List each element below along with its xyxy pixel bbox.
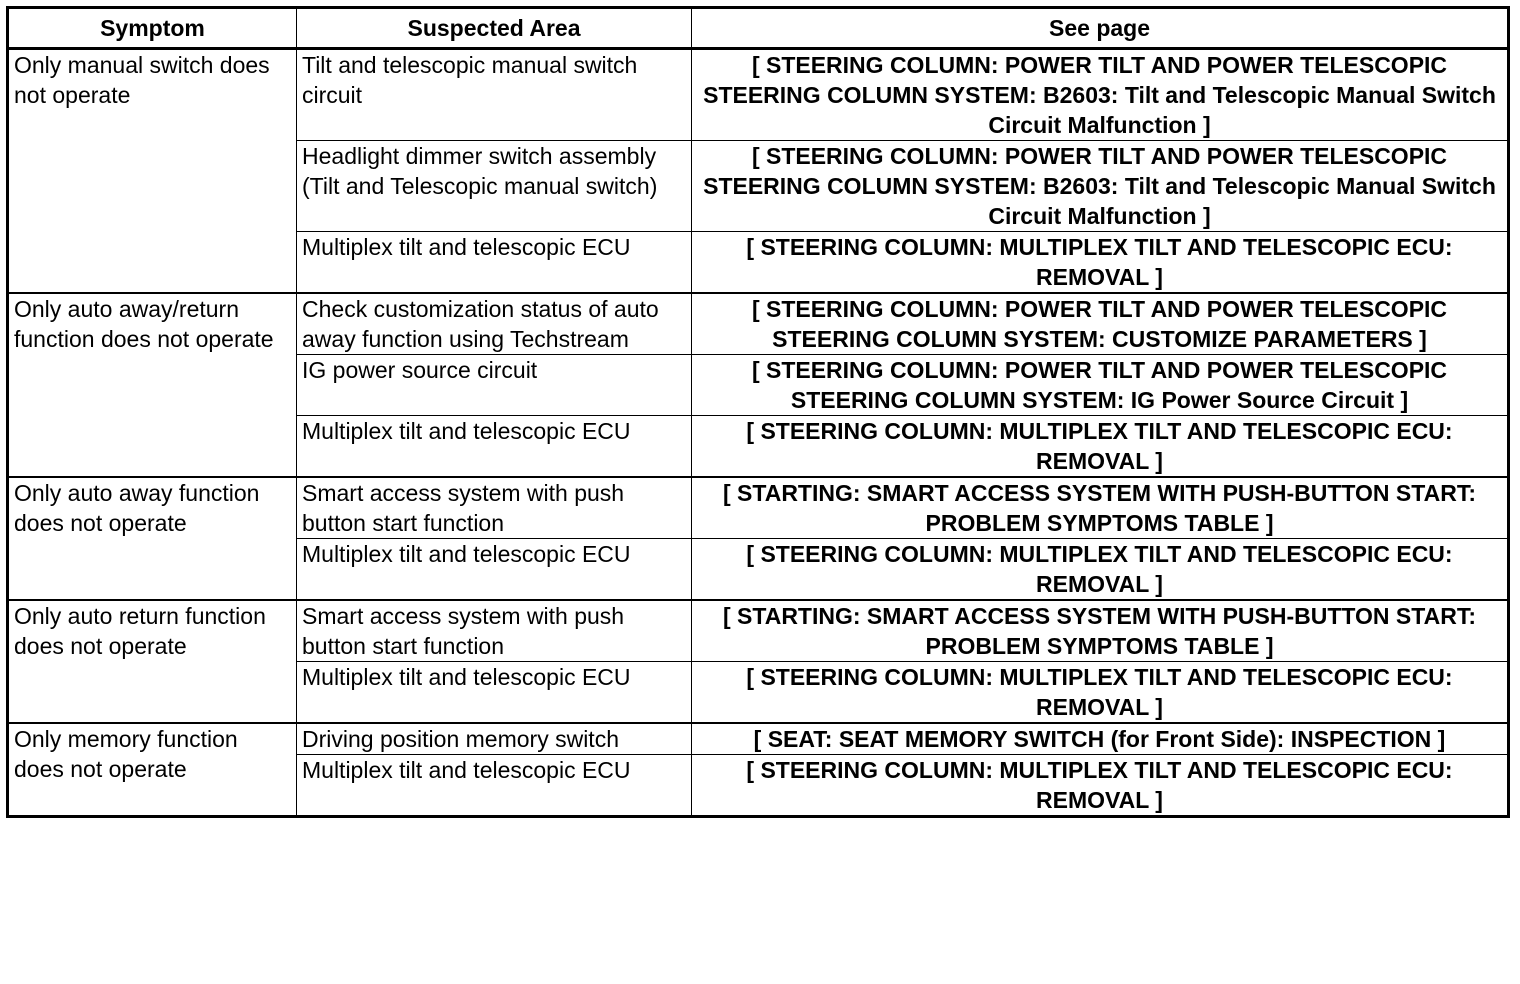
- header-symptom: Symptom: [8, 8, 297, 49]
- suspected-area-cell: Multiplex tilt and telescopic ECU: [297, 416, 692, 478]
- suspected-area-cell: Multiplex tilt and telescopic ECU: [297, 662, 692, 724]
- see-page-link[interactable]: [ STEERING COLUMN: MULTIPLEX TILT AND TELESCOPIC ECU: REMOVAL ]: [692, 755, 1509, 817]
- suspected-area-cell: Driving position memory switch: [297, 723, 692, 755]
- header-suspected-area: Suspected Area: [297, 8, 692, 49]
- problem-symptoms-table: [6, 6, 1510, 818]
- header-see-page: See page: [692, 8, 1509, 49]
- suspected-area-cell: Tilt and telescopic manual switch circuit: [297, 49, 692, 141]
- table-row: [8, 293, 1509, 355]
- suspected-area-cell: Smart access system with push button start function: [297, 477, 692, 539]
- table-row: [8, 49, 1509, 141]
- suspected-area-cell: Multiplex tilt and telescopic ECU: [297, 539, 692, 601]
- symptom-cell: Only memory function does not operate: [8, 723, 297, 817]
- see-page-link[interactable]: [ STEERING COLUMN: MULTIPLEX TILT AND TELESCOPIC ECU: REMOVAL ]: [692, 662, 1509, 724]
- table-row: [8, 723, 1509, 755]
- symptom-cell: Only auto away function does not operate: [8, 477, 297, 600]
- symptom-cell: Only auto away/return function does not operate: [8, 293, 297, 477]
- see-page-link[interactable]: [ STEERING COLUMN: MULTIPLEX TILT AND TELESCOPIC ECU: REMOVAL ]: [692, 539, 1509, 601]
- see-page-link[interactable]: [ STEERING COLUMN: POWER TILT AND POWER TELESCOPIC STEERING COLUMN SYSTEM: CUSTOMIZE PARAMETERS ]: [692, 293, 1509, 355]
- suspected-area-cell: Multiplex tilt and telescopic ECU: [297, 232, 692, 294]
- symptom-cell: Only auto return function does not operate: [8, 600, 297, 723]
- see-page-link[interactable]: [ STEERING COLUMN: POWER TILT AND POWER TELESCOPIC STEERING COLUMN SYSTEM: IG Power Source Circuit ]: [692, 355, 1509, 416]
- see-page-link[interactable]: [ STEERING COLUMN: MULTIPLEX TILT AND TELESCOPIC ECU: REMOVAL ]: [692, 232, 1509, 294]
- suspected-area-cell: IG power source circuit: [297, 355, 692, 416]
- see-page-link[interactable]: [ STEERING COLUMN: POWER TILT AND POWER TELESCOPIC STEERING COLUMN SYSTEM: B2603: Tilt and Telescopic Manual Switch Circuit Malfunction ]: [692, 49, 1509, 141]
- suspected-area-cell: Headlight dimmer switch assembly (Tilt and Telescopic manual switch): [297, 141, 692, 232]
- table-row: [8, 600, 1509, 662]
- symptom-cell: Only manual switch does not operate: [8, 49, 297, 294]
- see-page-link[interactable]: [ SEAT: SEAT MEMORY SWITCH (for Front Side): INSPECTION ]: [692, 723, 1509, 755]
- header-row: [8, 8, 1509, 49]
- see-page-link[interactable]: [ STARTING: SMART ACCESS SYSTEM WITH PUSH-BUTTON START: PROBLEM SYMPTOMS TABLE ]: [692, 600, 1509, 662]
- see-page-link[interactable]: [ STEERING COLUMN: POWER TILT AND POWER TELESCOPIC STEERING COLUMN SYSTEM: B2603: Tilt and Telescopic Manual Switch Circuit Malfunction ]: [692, 141, 1509, 232]
- see-page-link[interactable]: [ STARTING: SMART ACCESS SYSTEM WITH PUSH-BUTTON START: PROBLEM SYMPTOMS TABLE ]: [692, 477, 1509, 539]
- suspected-area-cell: Multiplex tilt and telescopic ECU: [297, 755, 692, 817]
- table-row: [8, 477, 1509, 539]
- see-page-link[interactable]: [ STEERING COLUMN: MULTIPLEX TILT AND TELESCOPIC ECU: REMOVAL ]: [692, 416, 1509, 478]
- suspected-area-cell: Smart access system with push button start function: [297, 600, 692, 662]
- suspected-area-cell: Check customization status of auto away function using Techstream: [297, 293, 692, 355]
